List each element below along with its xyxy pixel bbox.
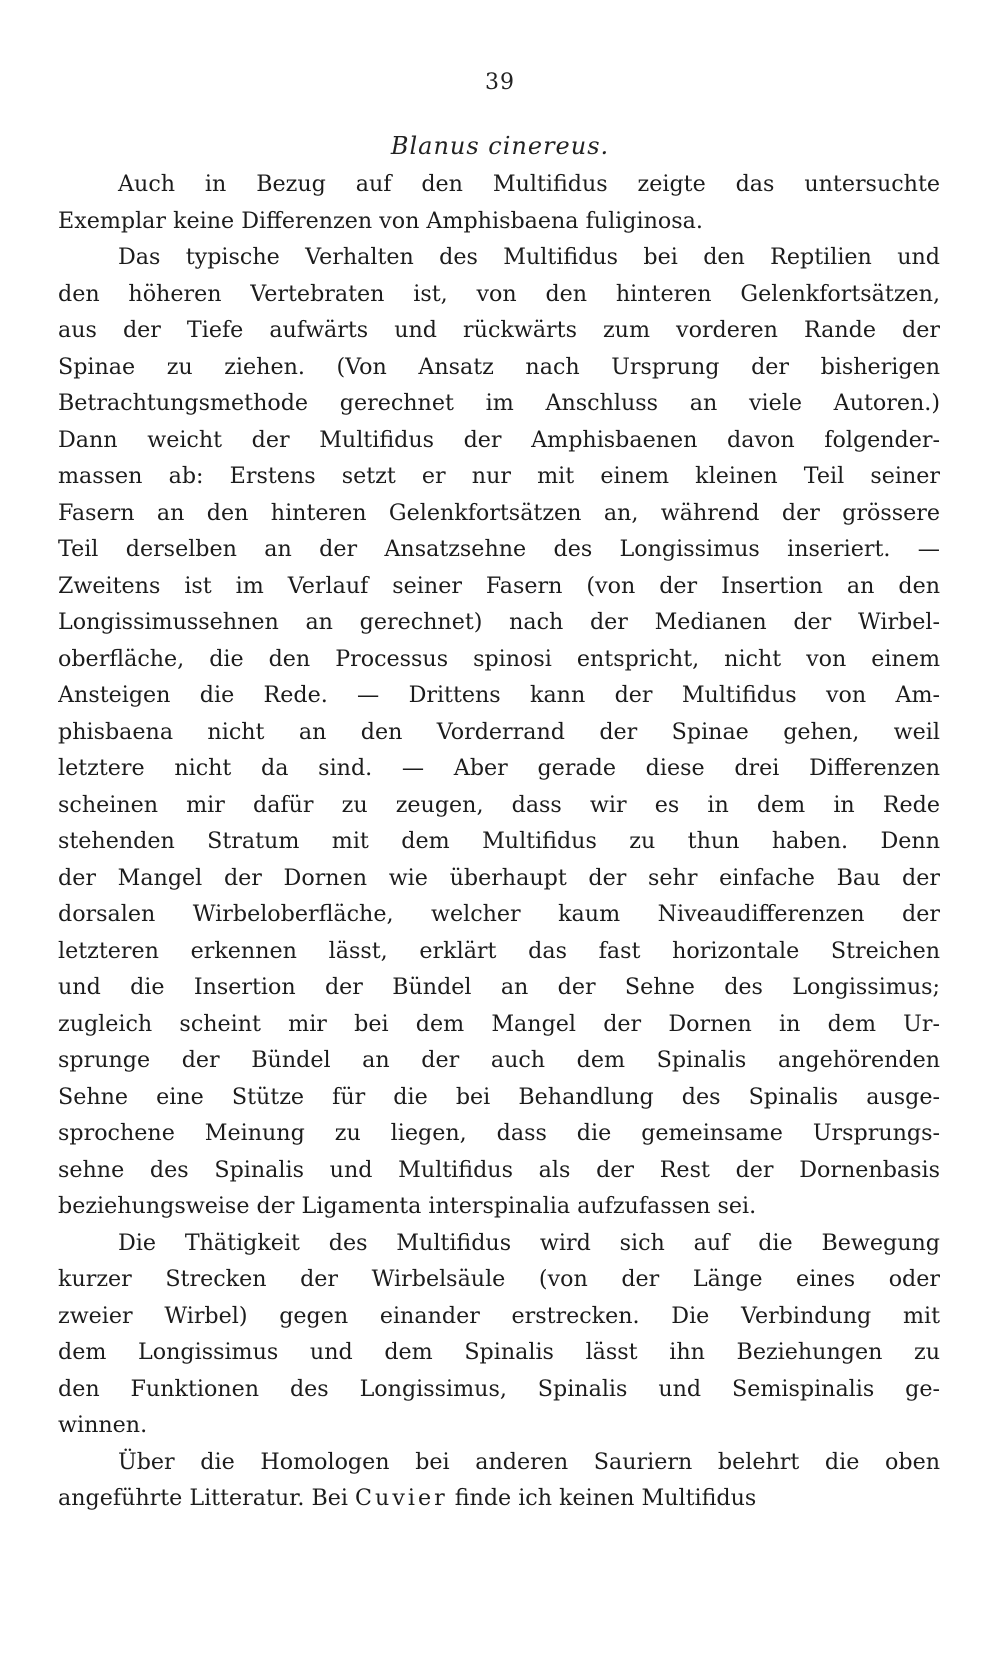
text-line: Spinae zu ziehen. (Von Ansatz nach Ursprung der bisherigen xyxy=(58,353,940,380)
text-line: massen ab: Erstens setzt er nur mit einem kleinen Teil seiner xyxy=(58,463,940,489)
text-line: zweier Wirbel) gegen einander erstrecken. Die Verbindung mit xyxy=(58,1302,940,1329)
text-line: Über die Homologen bei anderen Sauriern belehrt die oben xyxy=(118,1448,940,1475)
text-line: Zweitens ist im Verlauf seiner Fasern (von der Insertion an den xyxy=(58,572,940,599)
text-line: dem Longissimus und dem Spinalis lässt ihn Beziehungen zu xyxy=(58,1339,940,1365)
text-line: stehenden Stratum mit dem Multifidus zu thun haben. Denn xyxy=(58,828,940,854)
text-line: phisbaena nicht an den Vorderrand der Spinae gehen, weil xyxy=(58,718,940,745)
text-line: Die Thätigkeit des Multifidus wird sich auf die Bewegung xyxy=(118,1229,940,1256)
text-line: kurzer Strecken der Wirbelsäule (von der Länge eines oder xyxy=(58,1266,940,1292)
text-line: letzteren erkennen lässt, erklärt das fast horizontale Streichen xyxy=(58,937,940,964)
text-line: beziehungsweise der Ligamenta interspinalia aufzufassen sei. xyxy=(58,1193,757,1219)
text-line: letztere nicht da sind. — Aber gerade diese drei Differenzen xyxy=(58,755,940,781)
text-line: scheinen mir dafür zu zeugen, dass wir es in dem in Rede xyxy=(58,791,940,818)
paragraph xyxy=(58,1225,940,1444)
paragraph xyxy=(58,239,940,1225)
text-line: den höheren Vertebraten ist, von den hinteren Gelenkfortsätzen, xyxy=(58,280,940,307)
text-line: zugleich scheint mir bei dem Mangel der Dornen in dem Ur- xyxy=(58,1010,940,1037)
text-line: oberfläche, die den Processus spinosi entspricht, nicht von einem xyxy=(58,645,940,672)
text-line: aus der Tiefe aufwärts und rückwärts zum vorderen Rande der xyxy=(58,317,940,343)
text-line: der Mangel der Dornen wie überhaupt der sehr einfache Bau der xyxy=(58,864,940,891)
text-line: Auch in Bezug auf den Multifidus zeigte das untersuchte xyxy=(118,171,940,197)
page-number: 39 xyxy=(485,70,515,95)
text-line: Longissimussehnen an gerechnet) nach der Medianen der Wirbel- xyxy=(58,609,940,635)
text-line: Betrachtungsmethode gerechnet im Anschluss an viele Autoren.) xyxy=(58,390,940,416)
text-line: sehne des Spinalis und Multifidus als der Rest der Dornenbasis xyxy=(58,1156,940,1183)
text-line: den Funktionen des Longissimus, Spinalis und Semispinalis ge- xyxy=(58,1375,940,1402)
text-line: Dann weicht der Multifidus der Amphisbaenen davon folgender- xyxy=(58,426,940,453)
text-line: Exemplar keine Differenzen von Amphisbaena fuliginosa. xyxy=(58,207,703,234)
text-line: Teil derselben an der Ansatzsehne des Longissimus inseriert. — xyxy=(58,536,940,562)
text-line: Das typische Verhalten des Multifidus bei den Reptilien und xyxy=(118,244,940,270)
paragraph xyxy=(58,1444,940,1517)
body-text xyxy=(58,166,940,1517)
text-line: Ansteigen die Rede. — Drittens kann der Multifidus von Am- xyxy=(58,682,940,708)
text-line: sprochene Meinung zu liegen, dass die gemeinsame Ursprungs- xyxy=(58,1120,940,1146)
author-name: Cuvier xyxy=(355,1485,448,1511)
text-line: dorsalen Wirbeloberfläche, welcher kaum Niveaudifferenzen der xyxy=(58,901,940,927)
text-line: winnen. xyxy=(58,1412,148,1438)
text-line: sprunge der Bündel an der auch dem Spinalis angehörenden xyxy=(58,1047,940,1073)
text-line: Fasern an den hinteren Gelenkfortsätzen an, während der grössere xyxy=(58,499,940,526)
text-line: Sehne eine Stütze für die bei Behandlung des Spinalis ausge- xyxy=(58,1083,940,1110)
text-line: angeführte Litteratur. Bei Cuvier finde ich keinen Multifidus xyxy=(58,1485,757,1511)
section-title: Blanus cinereus. xyxy=(390,132,610,160)
text-line: und die Insertion der Bündel an der Sehne des Longissimus; xyxy=(58,974,940,1000)
paragraph xyxy=(58,166,940,239)
